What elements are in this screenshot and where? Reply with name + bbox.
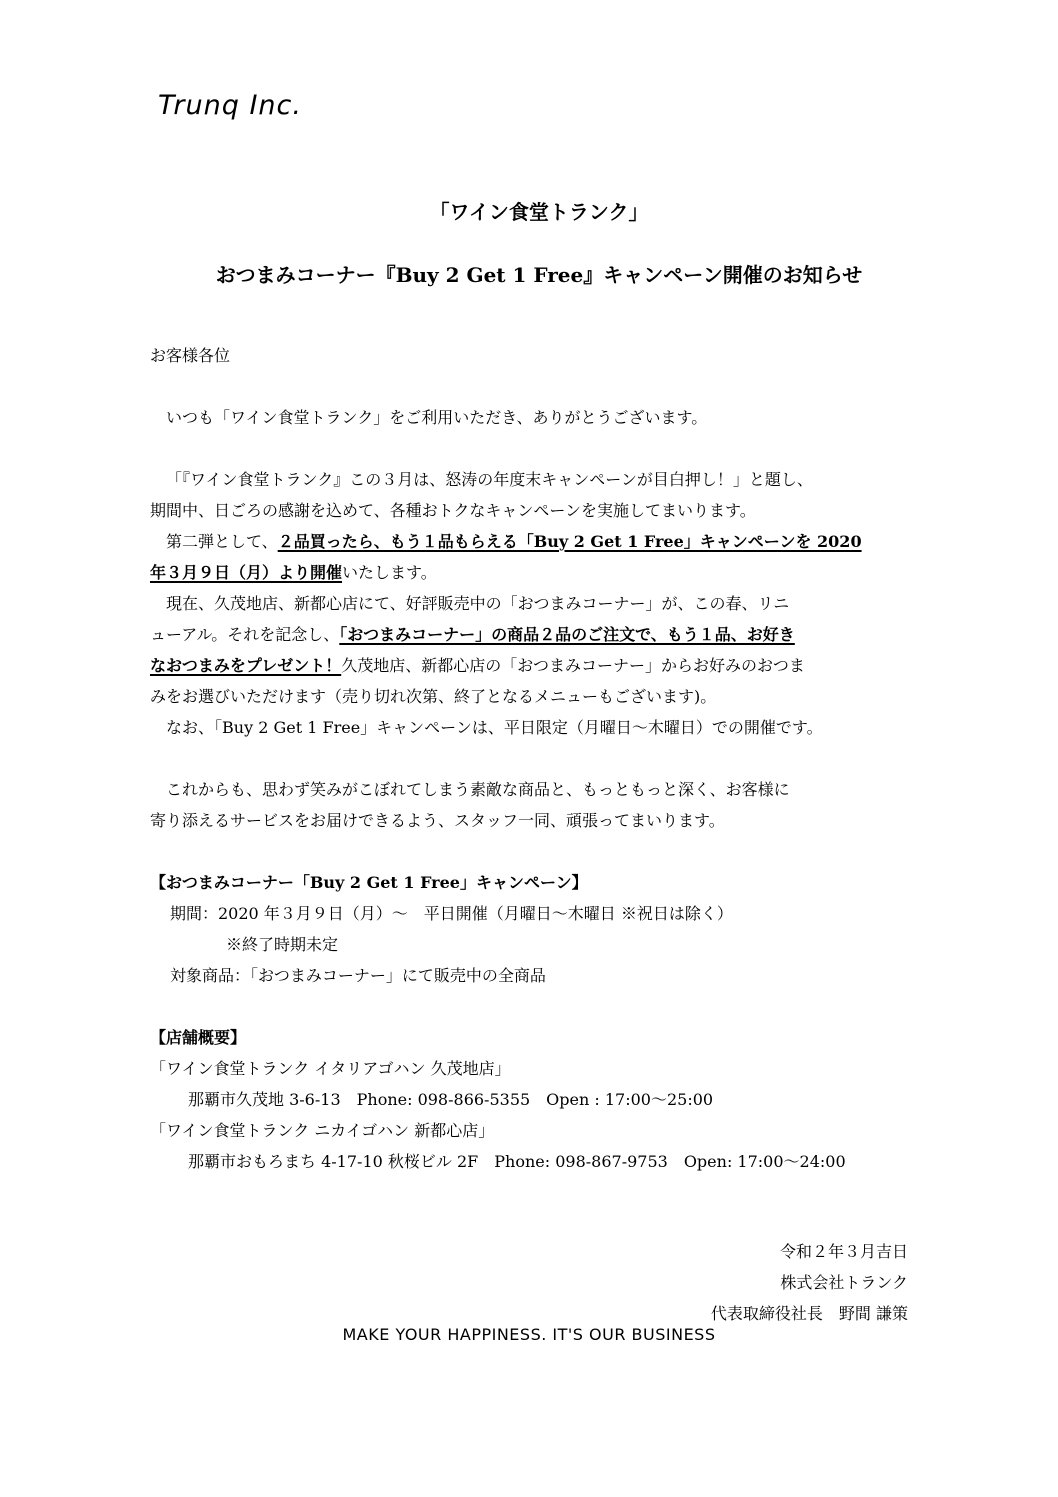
stores-heading: 【店舗概要】 — [150, 1028, 247, 1047]
campaign-period: 期間：2020 年３月９日（月）～ 平日開催（月曜日～木曜日 ※祝日は除く） — [170, 904, 733, 923]
para2-line2: 期間中、日ごろの感謝を込めて、各種おトクなキャンペーンを実施してまいります。 — [150, 501, 756, 520]
store2-info: 那覇市おもろまち 4-17-10 秋桜ビル 2F Phone: 098-867-9753 Open: 17:00～24:00 — [188, 1152, 846, 1171]
para3-line2: 寄り添えるサービスをお届けできるよう、スタッフ一同、頑張ってまいります。 — [150, 811, 725, 830]
para2-line9: なお、「Buy 2 Get 1 Free」キャンペーンは、平日限定（月曜日～木曜日）での開催です。 — [166, 718, 823, 737]
para2-line4-post: いたします。 — [342, 563, 437, 582]
campaign-highlight-1: ２品買ったら、もう１品もらえる「Buy 2 Get 1 Free」キャンペーンを 2020 — [277, 532, 862, 551]
para2-line3-pre: 第二弾として、 — [166, 532, 278, 551]
signature-block — [711, 1236, 908, 1329]
document-subtitle: おつまみコーナー『Buy 2 Get 1 Free』キャンペーン開催のお知らせ — [215, 263, 863, 287]
salutation: お客様各位 — [150, 346, 231, 365]
para3-line1: これからも、思わず笑みがこぼれてしまう素敵な商品と、もっともっと深く、お客様に — [166, 780, 790, 799]
campaign-heading: 【おつまみコーナー「Buy 2 Get 1 Free」キャンペーン】 — [150, 873, 588, 892]
para2-line3 — [150, 526, 920, 557]
signature-company: 株式会社トランク — [780, 1273, 908, 1292]
letter-body — [150, 340, 920, 1177]
company-logo: Trunq Inc. — [158, 90, 302, 121]
para2-line6 — [150, 619, 920, 650]
campaign-highlight-3: 「おつまみコーナー」の商品２品のご注文で、もう１品、お好き — [339, 625, 795, 644]
para2-line6-pre: ューアル。それを記念し、 — [150, 625, 340, 644]
para2-line5: 現在、久茂地店、新都心店にて、好評販売中の「おつまみコーナー」が、この春、リニ — [166, 594, 790, 613]
signature-ceo: 代表取締役社長 野間 謙策 — [710, 1304, 908, 1323]
para2-line7 — [150, 650, 920, 681]
signature-date: 令和２年３月吉日 — [779, 1242, 908, 1261]
campaign-highlight-2: 年３月９日（月）より開催 — [150, 563, 343, 582]
footer-tagline: MAKE YOUR HAPPINESS. IT'S OUR BUSINESS — [342, 1325, 716, 1344]
store1-name: 「ワイン食堂トランク イタリアゴハン 久茂地店」 — [150, 1059, 511, 1078]
para2-line4 — [150, 557, 920, 588]
campaign-target: 対象商品：「おつまみコーナー」にて販売中の全商品 — [170, 966, 546, 985]
para2-line7-post: 久茂地店、新都心店の「おつまみコーナー」からお好みのおつま — [341, 656, 805, 675]
campaign-highlight-4: なおつまみをプレゼント！ — [150, 656, 342, 675]
document-title: 「ワイン食堂トランク」 — [429, 200, 649, 224]
store2-name: 「ワイン食堂トランク ニカイゴハン 新都心店」 — [150, 1121, 495, 1140]
para2-line1: 「『ワイン食堂トランク』この３月は、怒涛の年度末キャンペーンが目白押し！」と題し、 — [166, 470, 813, 489]
intro-paragraph: いつも「ワイン食堂トランク」をご利用いただき、ありがとうございます。 — [166, 408, 708, 427]
store1-info: 那覇市久茂地 3-6-13 Phone: 098-866-5355 Open : 17:00～25:00 — [188, 1090, 714, 1109]
para2-line8: みをお選びいただけます（売り切れ次第、終了となるメニューもございます)。 — [150, 687, 717, 706]
campaign-note: ※終了時期未定 — [226, 935, 339, 954]
